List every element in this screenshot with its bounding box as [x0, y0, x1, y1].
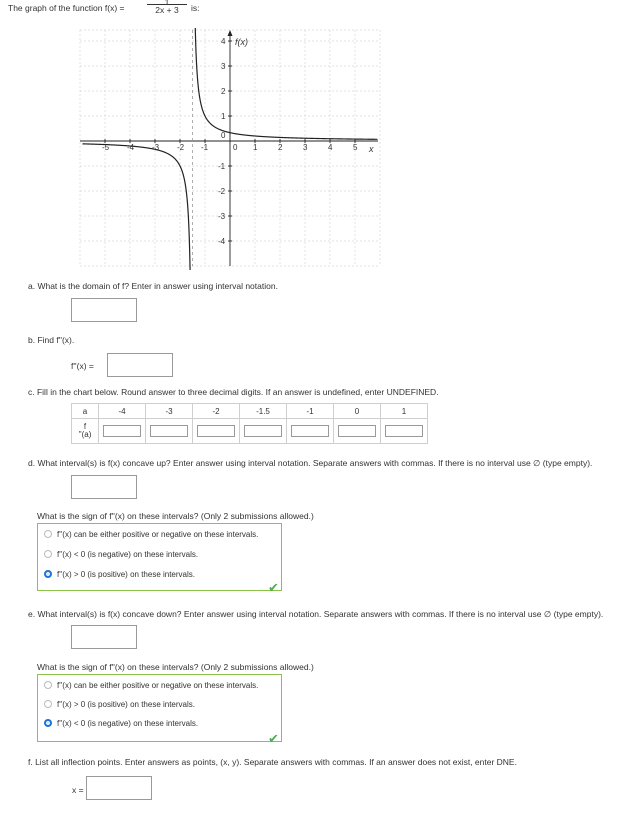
chart-input[interactable] — [291, 425, 329, 437]
option-label: f''(x) can be either positive or negative on these intervals. — [57, 681, 259, 690]
second-derivative-label: f''(x) = — [71, 361, 94, 371]
y-tick: -1 — [218, 162, 226, 171]
function-graph — [77, 28, 381, 270]
radio-button-selected[interactable] — [44, 570, 52, 578]
fraction-numerator: 1 — [147, 0, 187, 5]
option-e-1[interactable] — [44, 700, 195, 709]
radio-button[interactable] — [44, 530, 52, 538]
row-label-f-bottom: ''(a) — [78, 430, 92, 439]
y-tick: -3 — [218, 212, 226, 221]
row-label-a: a — [72, 404, 99, 419]
y-axis-label: f(x) — [235, 37, 248, 47]
concave-down-input[interactable] — [71, 625, 137, 649]
x-tick: -2 — [177, 143, 185, 152]
option-d-0[interactable] — [44, 530, 258, 539]
a-value: -1.5 — [240, 404, 287, 419]
option-d-2[interactable] — [44, 570, 195, 579]
x-tick: 1 — [253, 143, 258, 152]
values-chart — [71, 403, 428, 444]
header-suffix: is: — [191, 3, 200, 13]
option-label: f''(x) < 0 (is negative) on these intervals. — [57, 550, 199, 559]
chart-row-f — [72, 419, 428, 444]
chart-input[interactable] — [103, 425, 141, 437]
question-f: f. List all inflection points. Enter answers as points, (x, y). Separate answers with commas. If an answer does not exist, enter DNE. — [28, 757, 517, 767]
x-tick: -4 — [127, 143, 135, 152]
checkmark-icon: ✔ — [268, 731, 279, 746]
option-label: f''(x) > 0 (is positive) on these intervals. — [57, 570, 195, 579]
sign-question-e: What is the sign of f''(x) on these intervals? (Only 2 submissions allowed.) — [37, 662, 314, 672]
a-value: -1 — [287, 404, 334, 419]
question-a: a. What is the domain of f? Enter in answer using interval notation. — [28, 281, 278, 291]
x-tick: -1 — [201, 143, 209, 152]
header-fx: f(x) = — [104, 3, 125, 13]
a-value: -4 — [99, 404, 146, 419]
a-value: -2 — [193, 404, 240, 419]
y-tick: -2 — [218, 187, 226, 196]
chart-cell — [287, 419, 334, 444]
chart-row-a — [72, 404, 428, 419]
fraction-denominator: 2x + 3 — [155, 5, 179, 15]
y-tick: 2 — [221, 87, 226, 96]
chart-cell — [240, 419, 287, 444]
problem-header — [8, 3, 125, 13]
chart-input[interactable] — [150, 425, 188, 437]
option-e-0[interactable] — [44, 681, 258, 690]
concave-up-input[interactable] — [71, 475, 137, 499]
radio-button-selected[interactable] — [44, 719, 52, 727]
option-label: f''(x) can be either positive or negative on these intervals. — [57, 530, 259, 539]
fraction — [147, 0, 187, 15]
y-tick: -4 — [218, 237, 226, 246]
axes — [80, 30, 378, 266]
row-label-f-top: f — [83, 422, 87, 431]
option-label: f''(x) < 0 (is negative) on these intervals. — [57, 719, 199, 728]
question-d: d. What interval(s) is f(x) concave up? Enter answer using interval notation. Separate answers with commas. If there is no interval use ∅ (type empty). — [28, 458, 593, 468]
chart-input[interactable] — [197, 425, 235, 437]
chart-cell — [193, 419, 240, 444]
chart-cell — [381, 419, 428, 444]
sign-question-d: What is the sign of f''(x) on these intervals? (Only 2 submissions allowed.) — [37, 511, 314, 521]
question-c: c. Fill in the chart below. Round answer to three decimal digits. If an answer is undefined, enter UNDEFINED. — [28, 387, 439, 397]
y-tick: 3 — [221, 62, 226, 71]
a-value: -3 — [146, 404, 193, 419]
radio-button[interactable] — [44, 681, 52, 689]
curve-left-branch — [83, 144, 192, 270]
y-tick: 4 — [221, 37, 226, 46]
x-tick: 2 — [278, 143, 283, 152]
radio-button[interactable] — [44, 550, 52, 558]
question-e: e. What interval(s) is f(x) concave down? Enter answer using interval notation. Separate answers with commas. If there is no interval use ∅ (type empty). — [28, 609, 604, 619]
option-label: f''(x) > 0 (is positive) on these intervals. — [57, 700, 195, 709]
option-d-1[interactable] — [44, 550, 198, 559]
x-tick: -5 — [102, 143, 110, 152]
x-tick: 4 — [328, 143, 333, 152]
row-label-f — [72, 419, 99, 444]
chart-cell — [334, 419, 381, 444]
chart-input[interactable] — [385, 425, 423, 437]
chart-input[interactable] — [244, 425, 282, 437]
x-axis-label: x — [369, 144, 374, 154]
checkmark-icon: ✔ — [268, 580, 279, 595]
y-tick: 1 — [221, 112, 226, 121]
question-b: b. Find f''(x). — [28, 335, 75, 345]
radio-button[interactable] — [44, 700, 52, 708]
a-value: 1 — [381, 404, 428, 419]
chart-cell — [146, 419, 193, 444]
option-e-2[interactable] — [44, 719, 198, 728]
inflection-input[interactable] — [86, 776, 152, 800]
header-prefix: The graph of the function — [8, 3, 103, 13]
x-tick: -3 — [152, 143, 160, 152]
chart-input[interactable] — [338, 425, 376, 437]
chart-cell — [99, 419, 146, 444]
x-tick: 0 — [233, 143, 238, 152]
a-value: 0 — [334, 404, 381, 419]
y-tick: 0 — [221, 131, 226, 140]
x-tick: 5 — [353, 143, 358, 152]
second-derivative-input[interactable] — [107, 353, 173, 377]
inflection-label: x = — [72, 785, 84, 795]
x-tick: 3 — [303, 143, 308, 152]
domain-input[interactable] — [71, 298, 137, 322]
